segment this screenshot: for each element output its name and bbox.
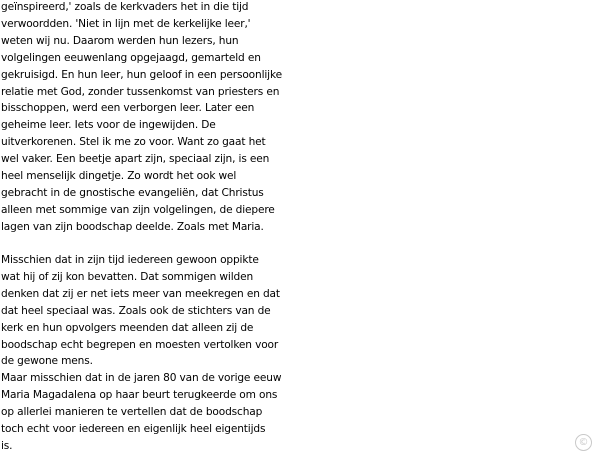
text-line: dat heel speciaal was. Zoals ook de stichters van de [1, 304, 271, 317]
text-line: toch echt voor iedereen en eigenlijk heel eigentijds [1, 423, 266, 436]
text-line: is. [1, 439, 13, 452]
text-line: verwoordden. 'Niet in lijn met de kerkelijke leer,' [1, 17, 251, 30]
text-line: denken dat zij er net iets meer van meekregen en dat [1, 287, 280, 300]
text-line: op allerlei manieren te vertellen dat de boodschap [1, 406, 263, 419]
text-line: Maar misschien dat in de jaren 80 van de vorige eeuw [1, 372, 282, 385]
text-line: uitverkorenen. Stel ik me zo voor. Want zo gaat het [1, 136, 266, 149]
text-line: de gewone mens. [1, 355, 93, 368]
text-line: boodschap echt begrepen en moesten vertolken voor [1, 338, 279, 351]
text-line: Maria Magadalena op haar beurt terugkeerde om ons [1, 389, 278, 402]
text-line: gekruisigd. En hun leer, hun geloof in een persoonlijke [1, 68, 282, 81]
paragraph-2 [1, 252, 297, 455]
text-line: geheime leer. Iets voor de ingewijden. De [1, 119, 216, 132]
text-line: heel menselijk dingetje. Zo wordt het ook wel [1, 170, 237, 183]
text-line: wat hij of zij kon bevatten. Dat sommigen wilden [1, 270, 254, 283]
text-line: Misschien dat in zijn tijd iedereen gewoon oppikte [1, 254, 259, 266]
copyright-icon: © [575, 434, 592, 451]
text-line: alleen met sommige van zijn volgelingen, de diepere [1, 203, 275, 216]
text-line: wel vaker. Een beetje apart zijn, speciaal zijn, is een [1, 153, 270, 166]
text-line: lagen van zijn boodschap deelde. Zoals met Maria. [1, 220, 264, 233]
text-line: bisschoppen, werd een verborgen leer. Later een [1, 102, 255, 115]
text-line: geïnspireerd,' zoals de kerkvaders het in die tijd [1, 1, 249, 13]
text-line: kerk en hun opvolgers meenden dat alleen zij de [1, 321, 254, 334]
text-line: relatie met God, zonder tussenkomst van priesters en [1, 85, 280, 98]
text-line: gebracht in de gnostische evangeliën, dat Christus [1, 186, 264, 199]
paragraph-1 [1, 0, 297, 236]
text-line: volgelingen eeuwenlang opgejaagd, gemarteld en [1, 51, 261, 64]
text-line: weten wij nu. Daarom werden hun lezers, hun [1, 34, 239, 47]
